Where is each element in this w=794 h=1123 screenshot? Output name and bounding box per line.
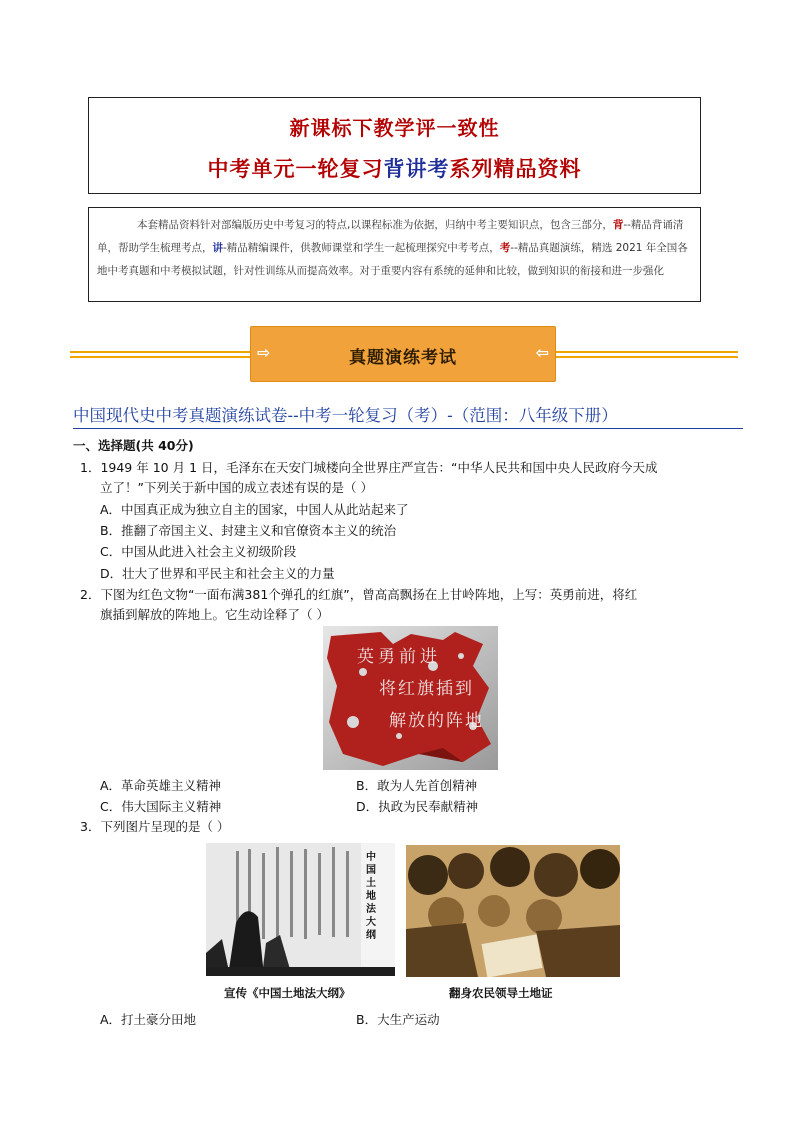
title-box xyxy=(88,97,701,194)
question-3-line1: 3．下列图片呈现的是（ ） xyxy=(80,819,230,834)
subtitle-part-c: 系列精品资料 xyxy=(449,156,582,181)
chevron-left-icon: ⇦ xyxy=(535,343,549,362)
photo-caption-1: 宣传《中国土地法大纲》 xyxy=(224,986,351,1000)
paper-title: 中国现代史中考真题演练试卷--中考一轮复习（考）-（范围：八年级下册） xyxy=(73,402,743,429)
series-subtitle xyxy=(89,153,700,183)
subtitle-part-a: 中考单元一轮复习 xyxy=(207,156,384,181)
subtitle-part-b: 背讲考 xyxy=(383,156,450,181)
series-title: 新课标下教学评一致性 xyxy=(289,116,500,140)
q2-option-a: A．革命英雄主义精神 xyxy=(100,778,222,793)
flag-text-1: 英勇前进 xyxy=(357,647,441,667)
flag-text-2: 将红旗插到 xyxy=(379,679,474,699)
banner-line xyxy=(556,356,738,358)
farmers-land-certificate-photo xyxy=(406,845,620,977)
chevron-right-icon: ⇨ xyxy=(257,343,271,362)
q3-option-a: A．打土豪分田地 xyxy=(100,1012,197,1027)
banner-title: 真题演练考试 xyxy=(349,348,457,368)
q1-option-b: B．推翻了帝国主义、封建主义和官僚资本主义的统治 xyxy=(100,523,397,538)
intro-text-2: --精品背诵清单，帮助学生梳理考点， xyxy=(97,219,684,254)
banner-line xyxy=(70,356,250,358)
banner-line xyxy=(70,351,250,353)
q2-option-b: B．敢为人先首创精神 xyxy=(356,778,478,793)
question-1-line2: 立了！”下列关于新中国的成立表述有误的是（ ） xyxy=(100,480,373,495)
q2-option-d: D．执政为民奉献精神 xyxy=(356,799,479,814)
intro-text-1: 本套精品资料针对部编版历史中考复习的特点,以课程标准为依据，归纳中考主要知识点，包含三部分， xyxy=(137,219,613,231)
flag-text-3: 解放的阵地 xyxy=(389,711,484,731)
red-flag-photo xyxy=(323,626,498,770)
question-2-line1: 2．下图为红色文物“一面布满381个弹孔的红旗”，曾高高飘扬在上甘岭阵地，上写：英勇前进，将红 xyxy=(80,587,638,602)
q1-option-d: D．壮大了世界和平民主和社会主义的力量 xyxy=(100,566,335,581)
farmers-illustration xyxy=(406,845,620,977)
intro-box xyxy=(88,207,701,302)
question-1-line1: 1．1949 年 10 月 1 日，毛泽东在天安门城楼向全世界庄严宣告：“中华人民共和国中央人民政府今天成 xyxy=(80,460,658,475)
q3-option-b: B．大生产运动 xyxy=(356,1012,440,1027)
intro-text-3: -精品精编课件，供教师课堂和学生一起梳理探究中考考点， xyxy=(223,242,500,254)
land-law-poster-photo xyxy=(206,843,395,976)
q1-option-c: C．中国从此进入社会主义初级阶段 xyxy=(100,544,297,559)
poster-title-text: 中国土地法大纲 xyxy=(366,852,376,941)
intro-key-bei: 背 xyxy=(612,219,624,231)
intro-text-4: --精品真题演练，精选 2021 年全国各地中考真题和中考模拟试题，针对性训练从而提高效率。对于重要内容有系统的延伸和比较，做到知识的衔接和进一步强化 xyxy=(97,242,688,277)
q1-option-a: A．中国真正成为独立自主的国家，中国人从此站起来了 xyxy=(100,502,409,517)
question-2-line2: 旗插到解放的阵地上。它生动诠释了（ ） xyxy=(100,607,329,622)
section-banner xyxy=(250,326,556,382)
section-heading: 一、选择题(共 40分) xyxy=(73,438,194,453)
intro-key-kao: 考 xyxy=(499,242,511,254)
intro-key-jiang: 讲 xyxy=(212,242,223,254)
q2-option-c: C．伟大国际主义精神 xyxy=(100,799,222,814)
banner-line xyxy=(556,351,738,353)
photo-caption-2: 翻身农民领导土地证 xyxy=(449,986,553,1000)
